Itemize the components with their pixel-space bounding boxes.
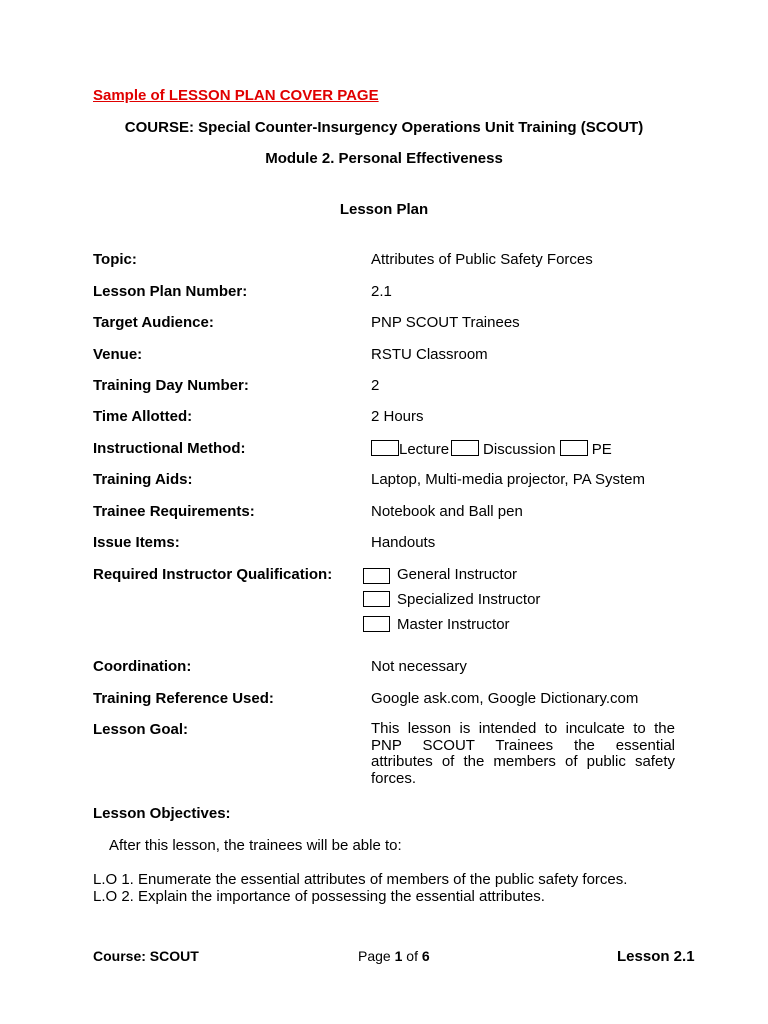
lesson-plan-number-label: Lesson Plan Number: [93, 283, 248, 300]
course-title: COURSE: Special Counter-Insurgency Operations Unit Training (SCOUT) [124, 119, 644, 136]
objectives-intro: After this lesson, the trainees will be able to: [109, 837, 402, 854]
footer-page-number [358, 948, 430, 964]
discussion-checkbox[interactable] [451, 440, 479, 456]
time-allotted-label: Time Allotted: [93, 408, 193, 425]
footer-course: Course: SCOUT [93, 948, 199, 964]
coordination-value: Not necessary [371, 658, 467, 675]
time-allotted-value: 2 Hours [371, 408, 424, 425]
lesson-plan-heading: Lesson Plan [339, 201, 429, 218]
target-audience-label: Target Audience: [93, 314, 214, 331]
specialized-instructor-label: Specialized Instructor [397, 591, 541, 608]
lecture-checkbox[interactable] [371, 440, 399, 456]
discussion-option-label: Discussion [483, 441, 556, 458]
lesson-goal-label: Lesson Goal: [93, 721, 189, 738]
lesson-goal-line: This lesson is intended to inculcate to the [371, 720, 675, 737]
lecture-option-label: Lecture [399, 441, 450, 458]
trainee-requirements-value: Notebook and Ball pen [371, 503, 523, 520]
issue-items-label: Issue Items: [93, 534, 180, 551]
training-reference-value: Google ask.com, Google Dictionary.com [371, 690, 639, 707]
training-aids-value: Laptop, Multi-media projector, PA System [371, 471, 646, 488]
lesson-plan-number-value: 2.1 [371, 283, 392, 300]
training-reference-label: Training Reference Used: [93, 690, 274, 707]
pe-option-label: PE [591, 441, 612, 458]
lesson-objectives-heading: Lesson Objectives: [93, 805, 231, 822]
footer-page-prefix: Page [358, 948, 395, 964]
footer-page-of: of [402, 948, 422, 964]
instructor-qualification-label: Required Instructor Qualification: [93, 566, 333, 583]
training-day-number-label: Training Day Number: [93, 377, 249, 394]
coordination-label: Coordination: [93, 658, 192, 675]
footer-lesson: Lesson 2.1 [617, 948, 695, 965]
instructional-method-label: Instructional Method: [93, 440, 246, 457]
module-title: Module 2. Personal Effectiveness [265, 150, 503, 167]
target-audience-value: PNP SCOUT Trainees [371, 314, 520, 331]
training-aids-label: Training Aids: [93, 471, 193, 488]
master-instructor-checkbox[interactable] [363, 616, 390, 632]
footer-page-total: 6 [421, 948, 430, 964]
topic-value: Attributes of Public Safety Forces [371, 251, 593, 268]
footer-page-current: 1 [394, 948, 403, 964]
instructional-method-options [371, 440, 612, 458]
objective-item-1: L.O 1. Enumerate the essential attributes of members of the public safety forces. [93, 871, 628, 888]
lesson-goal-line: PNP SCOUT Trainees the essential [371, 736, 675, 754]
sample-title: Sample of LESSON PLAN COVER PAGE [93, 87, 379, 104]
training-day-number-value: 2 [371, 377, 380, 394]
specialized-instructor-checkbox[interactable] [363, 591, 390, 607]
master-instructor-label: Master Instructor [397, 616, 510, 633]
objective-item-2: L.O 2. Explain the importance of possessing the essential attributes. [93, 888, 545, 905]
general-instructor-label: General Instructor [397, 566, 518, 583]
pe-checkbox[interactable] [560, 440, 588, 456]
topic-label: Topic: [93, 251, 137, 268]
trainee-requirements-label: Trainee Requirements: [93, 503, 255, 520]
lesson-goal-line: attributes of the members of public safety [371, 753, 675, 770]
venue-value: RSTU Classroom [371, 346, 488, 363]
lesson-goal-line: forces. [371, 769, 417, 787]
lesson-goal-text [371, 721, 675, 787]
general-instructor-checkbox[interactable] [363, 568, 390, 584]
venue-label: Venue: [93, 346, 143, 363]
issue-items-value: Handouts [371, 534, 436, 551]
